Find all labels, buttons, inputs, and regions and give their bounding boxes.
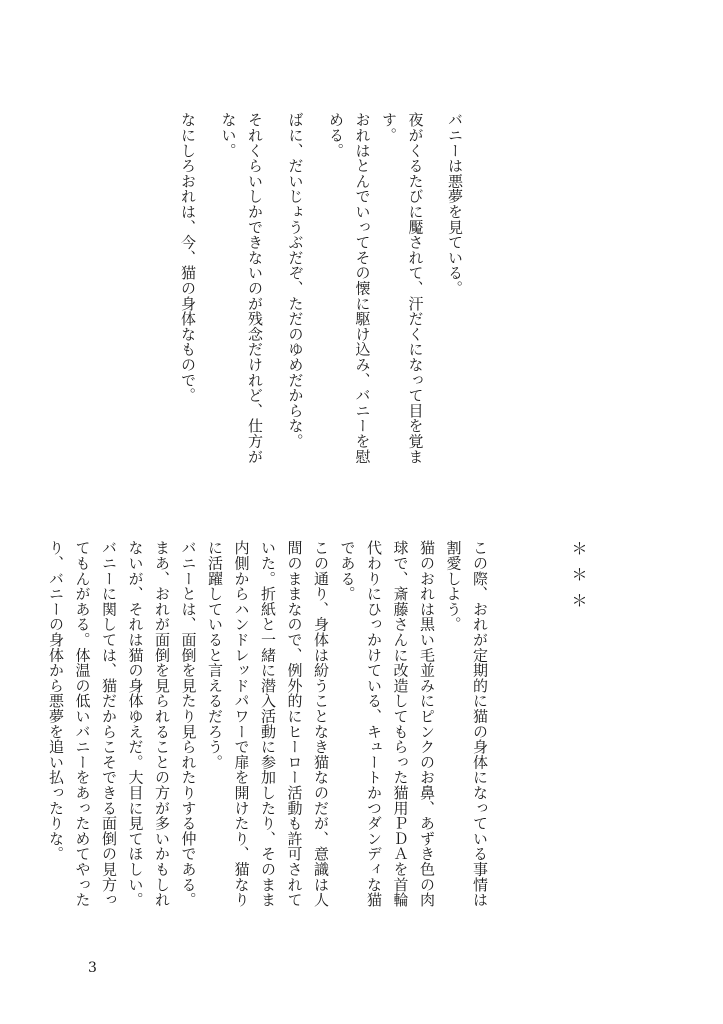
paragraph: バニーは悪夢を見ている。 bbox=[446, 112, 464, 296]
paragraph: おれはとんでいってその懐に駆け込み、バニーを慰める。 bbox=[327, 112, 372, 464]
paragraph: 猫のおれは黒い毛並みにピンクのお鼻、あずき色の肉球で、斎藤さんに改造してもらった猫用ＰＤＡを首輪代わりにひっかけている、キュートかつダンディな猫である。 bbox=[338, 540, 436, 908]
paragraph: なにしろおれは、今、猫の身体なもので。 bbox=[179, 112, 197, 403]
page-number: 3 bbox=[88, 960, 97, 976]
upper-text-block bbox=[175, 112, 469, 472]
paragraph: バニーに関しては、猫だからこそできる面倒の見方ってもんがある。体温の低いバニーをあっためてやったり、バニーの身体から悪夢を追い払ったりな。 bbox=[47, 540, 118, 908]
paragraph: この際、おれが定期的に猫の身体になっている事情は割愛しよう。 bbox=[444, 540, 489, 908]
paragraph: ばに、だいじょうぶだぞ、ただのゆめだからな。 bbox=[286, 112, 305, 449]
paragraph: バニーとは、面倒を見たり見られたりする仲である。まあ、おれが面倒を見られることの方が多いかもしれないが、それは猫の身体ゆえだ。大目に見てほしい。 bbox=[126, 540, 198, 908]
paragraph: それくらいしかできないのが残念だけれど、仕方がない。 bbox=[219, 112, 264, 464]
paragraph: 夜がくるたびに魘されて、汗だくになって目を覚ます。 bbox=[380, 112, 425, 464]
section-separator: ＊＊＊ bbox=[569, 540, 588, 618]
lower-text-block bbox=[43, 540, 494, 920]
paragraph: この通り、身体は紛うことなき猫なのだが、意識は人間のままなので、例外的にヒーロー活動も許可されていた。折紙と一緒に潜入活動に参加したり、そのまま内側からハンドレッドパワーで扉を開けたり、猫なりに活躍していると言えるだろう。 bbox=[206, 540, 330, 908]
